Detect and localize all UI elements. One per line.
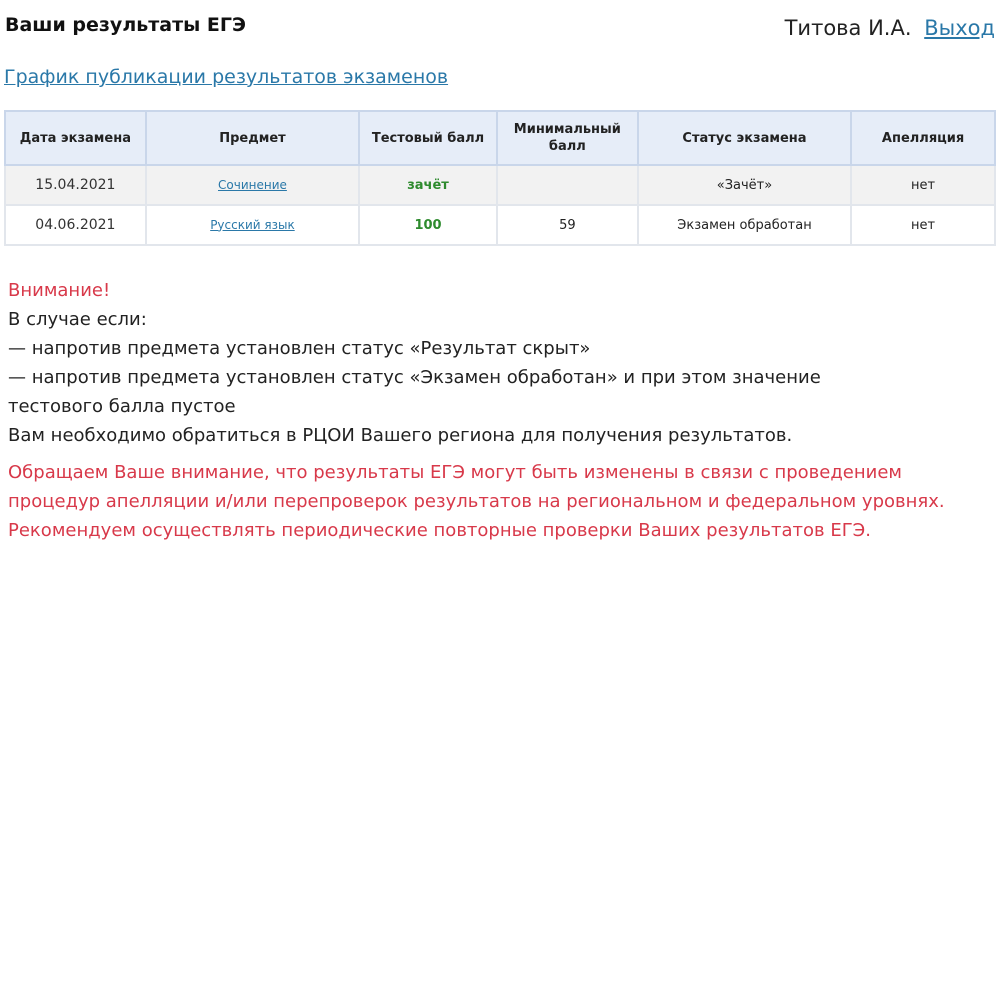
- score-cell: зачёт: [359, 165, 497, 205]
- user-block: [785, 16, 995, 40]
- results-change-notice: Обращаем Ваше внимание, что результаты ЕГЭ могут быть изменены в связи с проведением процедур апелляции и/или перепроверок результатов на региональном и федеральном уровнях. Рекомендуем осуществлять периодические повторные проверки Ваших результатов ЕГЭ.: [8, 462, 945, 541]
- column-header-date: Дата экзамена: [5, 111, 146, 165]
- column-header-score: Тестовый балл: [359, 111, 497, 165]
- subject-link[interactable]: Русский язык: [210, 217, 295, 232]
- column-header-subject: Предмет: [146, 111, 359, 165]
- warning-line: Вам необходимо обратиться в РЦОИ Вашего региона для получения результатов.: [8, 425, 793, 446]
- column-header-appeal: Апелляция: [851, 111, 995, 165]
- table-row: [5, 205, 995, 245]
- exam-date-cell: 15.04.2021: [5, 165, 146, 205]
- status-cell: «Зачёт»: [638, 165, 851, 205]
- min-score-cell: [497, 165, 638, 205]
- exam-date-cell: 04.06.2021: [5, 205, 146, 245]
- score-cell: 100: [359, 205, 497, 245]
- warning-line: В случае если:: [8, 309, 147, 330]
- subject-cell: [146, 205, 359, 245]
- warning-block: [8, 276, 968, 450]
- warning-line: — напротив предмета установлен статус «Результат скрыт»: [8, 338, 591, 359]
- logout-link[interactable]: Выход: [924, 16, 995, 40]
- page-header: [5, 14, 995, 46]
- warning-line: — напротив предмета установлен статус «Экзамен обработан» и при этом значение: [8, 367, 821, 388]
- appeal-cell: нет: [851, 205, 995, 245]
- table-row: [5, 165, 995, 205]
- warning-line: тестового балла пустое: [8, 396, 236, 417]
- column-header-status: Статус экзамена: [638, 111, 851, 165]
- results-schedule-link[interactable]: График публикации результатов экзаменов: [4, 66, 449, 88]
- warning-heading: Внимание!: [8, 280, 111, 301]
- min-score-cell: 59: [497, 205, 638, 245]
- results-table: [4, 110, 996, 246]
- table-header-row: [5, 111, 995, 165]
- user-name: Титова И.А.: [784, 16, 912, 40]
- page-title: Ваши результаты ЕГЭ: [5, 14, 246, 36]
- appeal-cell: нет: [851, 165, 995, 205]
- subject-link[interactable]: Сочинение: [218, 177, 287, 192]
- subject-cell: [146, 165, 359, 205]
- column-header-min-score: Минимальный балл: [497, 111, 638, 165]
- status-cell: Экзамен обработан: [638, 205, 851, 245]
